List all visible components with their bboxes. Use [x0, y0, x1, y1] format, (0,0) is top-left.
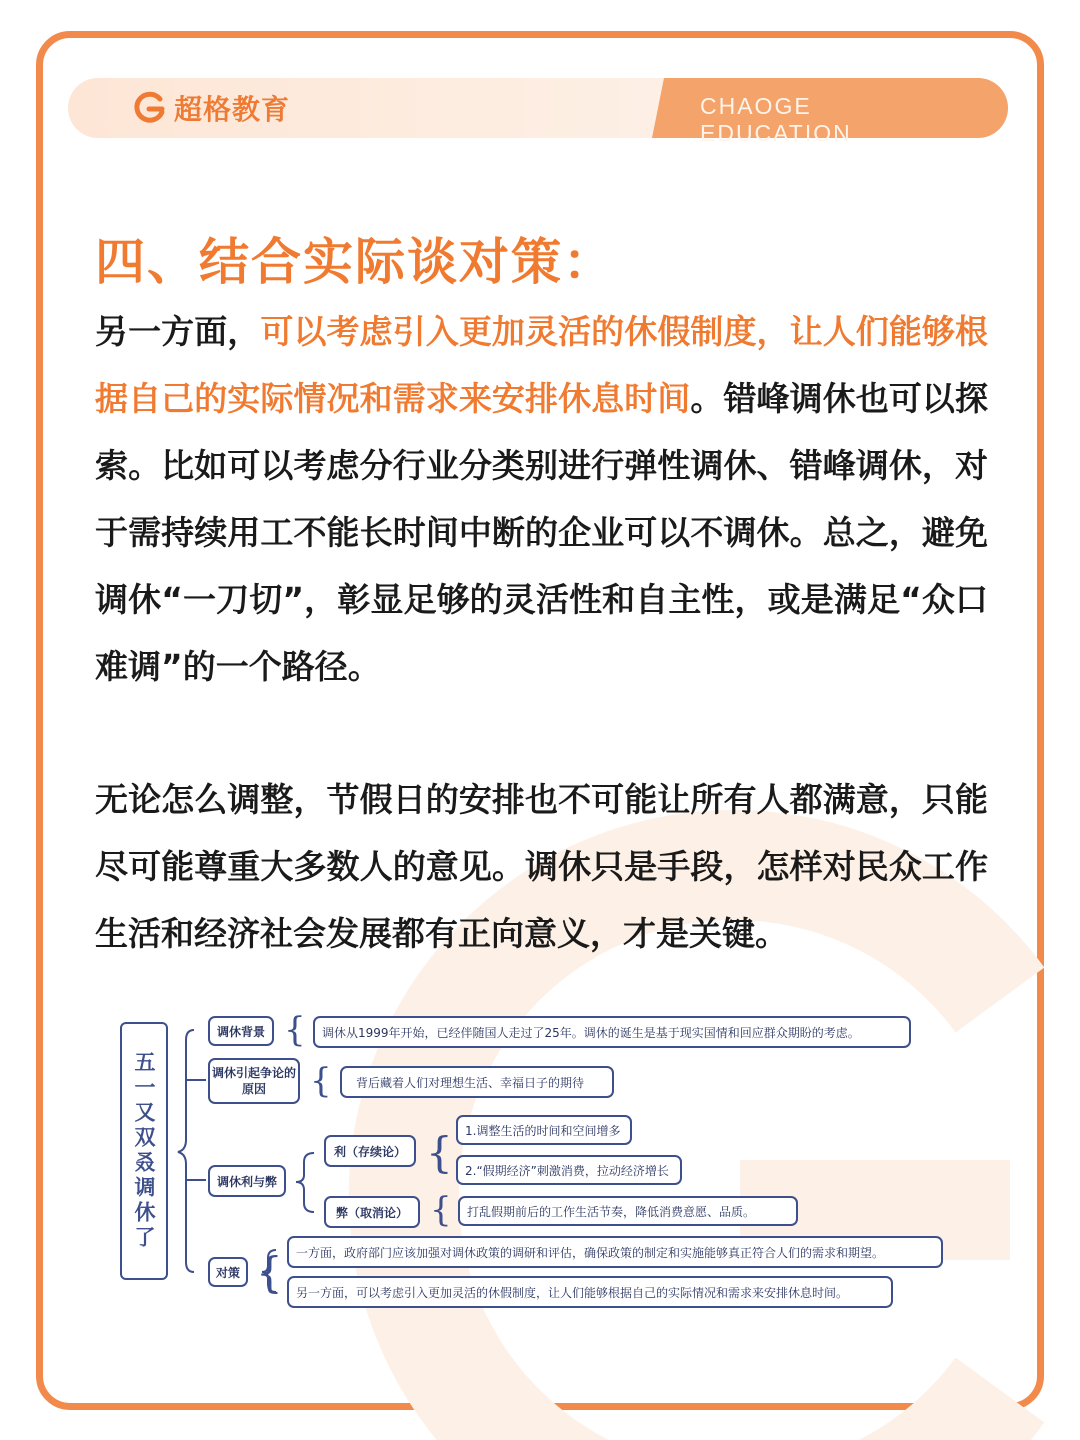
mindmap-leaf-text: 打乱假期前后的工作生活节奏，降低消费意愿、品质。: [467, 1204, 756, 1219]
mindmap-leaf: [340, 1066, 614, 1098]
paragraph-1-lead: 另一方面，: [95, 312, 261, 351]
mindmap-leaf-text: 调休从1999年开始，已经伴随国人走过了25年。调休的诞生是基于现实国情和回应群众期盼的考虑。: [322, 1025, 860, 1040]
mindmap-sub-label: 利（存续论）: [333, 1144, 406, 1159]
mindmap-leaf: [456, 1155, 682, 1185]
mindmap-branch-label: 对策: [215, 1265, 240, 1280]
mindmap-branch-countermeasures: [208, 1257, 248, 1287]
mindmap-leaf: [287, 1276, 893, 1308]
mindmap-leaf-text: 另一方面，可以考虑引入更加灵活的休假制度，让人们能够根据自己的实际情况和需求来安排休息时间。: [296, 1285, 849, 1300]
mindmap-branch-background: [208, 1016, 274, 1046]
brace-icon: {: [430, 1190, 452, 1230]
brace-icon: {: [310, 1061, 332, 1101]
mindmap-root: [120, 1022, 168, 1280]
mindmap-leaf: [313, 1016, 911, 1048]
brand-name: 超格教育: [174, 93, 291, 126]
mindmap-sub-pros: [324, 1135, 416, 1167]
mindmap-leaf-text: 一方面，政府部门应该加强对调休政策的调研和评估，确保政策的制定和实施能够真正符合人们的需求和期望。: [296, 1245, 885, 1260]
mindmap-leaf: [456, 1115, 632, 1145]
mindmap-branch-reason: [208, 1058, 300, 1104]
mindmap-leaf-text: 背后藏着人们对理想生活、幸福日子的期待: [356, 1075, 585, 1090]
paragraph-2: 无论怎么调整，节假日的安排也不可能让所有人都满意，只能尽可能尊重大多数人的意见。调休只是手段，怎样对民众工作生活和经济社会发展都有正向意义，才是关键。: [95, 780, 988, 953]
mindmap-branch-label: 调休利与弊: [216, 1174, 277, 1189]
mindmap-branch-label: 调休引起争论的原因: [211, 1066, 296, 1096]
mindmap-branch-label: 调休背景: [216, 1024, 265, 1039]
section-title: 四、结合实际谈对策：: [95, 233, 615, 291]
mindmap-leaf-text: 2.“假期经济”刺激消费，拉动经济增长: [465, 1163, 669, 1178]
mindmap-branch-pros-cons: [208, 1165, 286, 1197]
mindmap-leaf: [458, 1196, 798, 1226]
mindmap-sub-cons: [324, 1196, 420, 1228]
mindmap-leaf: [287, 1236, 943, 1268]
mindmap-root-label: 五一又双叒调休了: [132, 1051, 156, 1251]
paragraph-1-rest: 。错峰调休也可以探索。比如可以考虑分行业分类别进行弹性调休、错峰调休，对于需持续用工不能长时间中断的企业可以不调休。总之，避免调休“一刀切”，彰显足够的灵活性和自主性，或是满足“众口难调”的一个路径。: [95, 379, 989, 686]
mindmap-leaf-text: 1.调整生活的时间和空间增多: [465, 1123, 621, 1138]
mindmap-sub-label: 弊（取消论）: [335, 1205, 408, 1220]
brace-icon: {: [426, 1128, 453, 1177]
brand-english-name: CHAOGE EDUCATION: [700, 93, 852, 146]
paragraph-1-highlight: 可以考虑引入更加灵活的休假制度，让人们能够根据自己的实际情况和需求来安排休息时间: [95, 312, 989, 418]
brace-icon: {: [284, 1010, 306, 1050]
brace-icon: {: [256, 1248, 283, 1297]
